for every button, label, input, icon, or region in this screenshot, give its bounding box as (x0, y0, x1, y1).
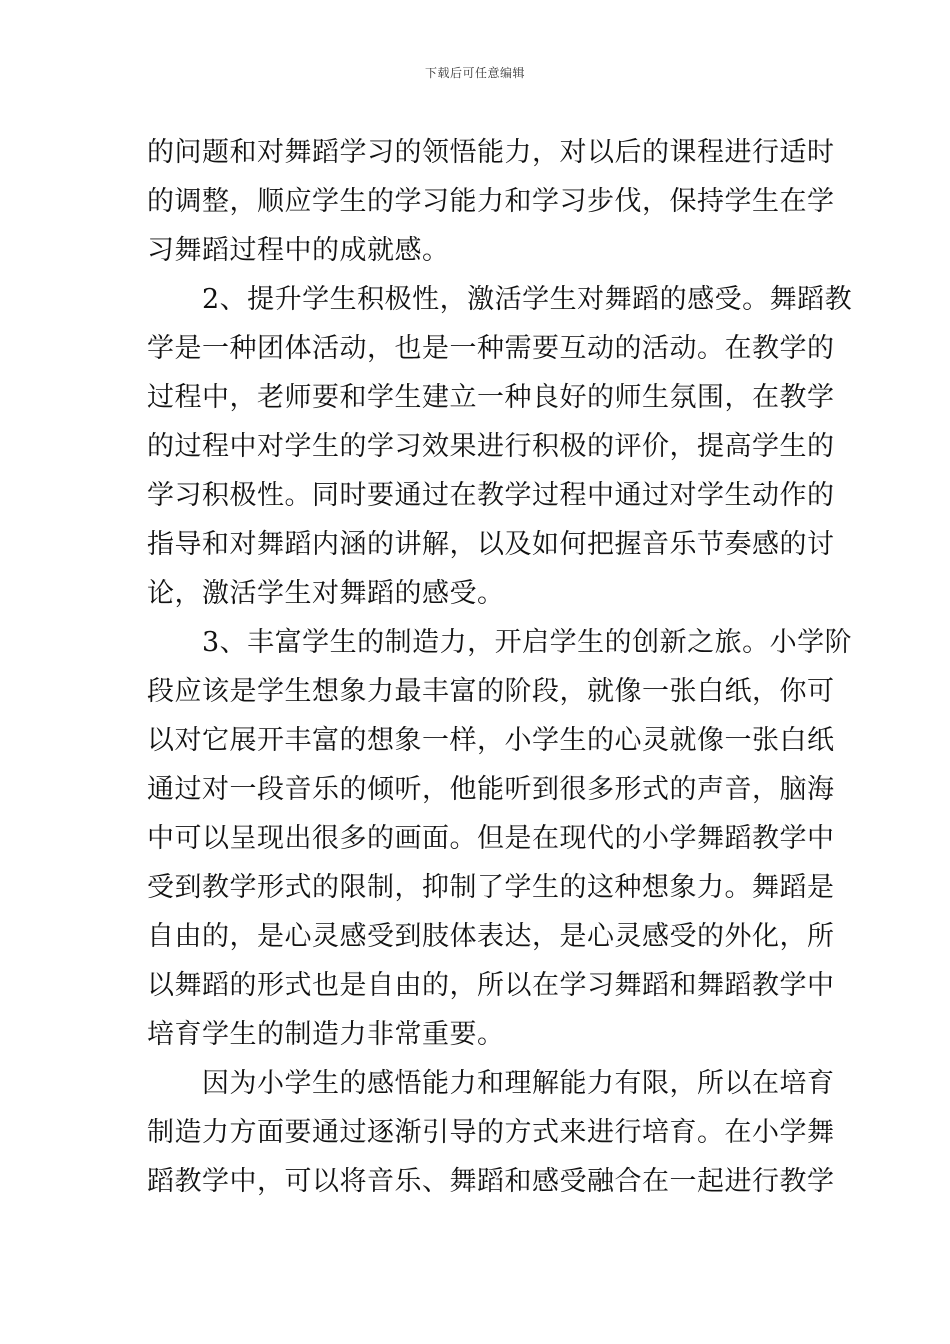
text-line: 通过对一段音乐的倾听，他能听到很多形式的声音，脑海 (147, 774, 835, 805)
text-line: 学是一种团体活动，也是一种需要互动的活动。在教学的 (147, 333, 835, 364)
text-line: 蹈教学中，可以将音乐、舞蹈和感受融合在一起进行教学 (147, 1166, 835, 1197)
text-line: 制造力方面要通过逐渐引导的方式来进行培育。在小学舞 (147, 1117, 835, 1148)
text-line: 的调整，顺应学生的学习能力和学习步伐，保持学生在学 (147, 186, 835, 217)
text-line: 论，激活学生对舞蹈的感受。 (147, 578, 505, 609)
text-line: 过程中，老师要和学生建立一种良好的师生氛围，在教学 (147, 382, 835, 413)
document-body (147, 128, 853, 1206)
text-line: 指导和对舞蹈内涵的讲解，以及如何把握音乐节奏感的讨 (147, 529, 835, 560)
text-line: 以舞蹈的形式也是自由的，所以在学习舞蹈和舞蹈教学中 (147, 970, 835, 1001)
text-line: 的问题和对舞蹈学习的领悟能力，对以后的课程进行适时 (147, 137, 835, 168)
text-line: 因为小学生的感悟能力和理解能力有限，所以在培育 (147, 1068, 835, 1099)
text-line: 的过程中对学生的学习效果进行积极的评价，提高学生的 (147, 431, 835, 462)
text-line: 自由的，是心灵感受到肢体表达，是心灵感受的外化，所 (147, 921, 835, 952)
text-line: 以对它展开丰富的想象一样，小学生的心灵就像一张白纸 (147, 725, 835, 756)
text-line: 培育学生的制造力非常重要。 (147, 1019, 505, 1050)
text-line: 2、提升学生积极性，激活学生对舞蹈的感受。舞蹈教 (147, 284, 853, 315)
text-line: 学习积极性。同时要通过在教学过程中通过对学生动作的 (147, 480, 835, 511)
page-header-note: 下载后可任意编辑 (424, 66, 525, 80)
text-line: 段应该是学生想象力最丰富的阶段，就像一张白纸，你可 (147, 676, 835, 707)
text-line: 习舞蹈过程中的成就感。 (147, 235, 450, 266)
text-line: 3、丰富学生的制造力，开启学生的创新之旅。小学阶 (147, 627, 853, 658)
text-line: 中可以呈现出很多的画面。但是在现代的小学舞蹈教学中 (147, 823, 835, 854)
text-line: 受到教学形式的限制，抑制了学生的这种想象力。舞蹈是 (147, 872, 835, 903)
